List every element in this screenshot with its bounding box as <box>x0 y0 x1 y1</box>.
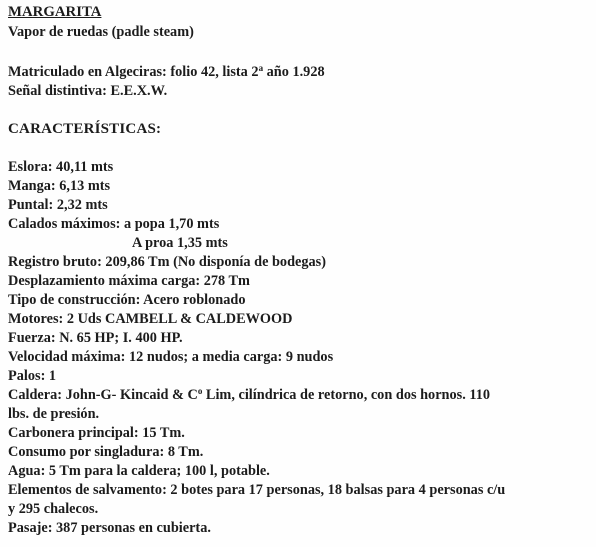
signal-line: Señal distintiva: E.E.X.W. <box>8 83 168 99</box>
caldera-rest: Lim, cilíndrica de retorno, con dos hornos. 110 <box>202 387 491 403</box>
section-heading: CARACTERÍSTICAS: <box>8 121 162 137</box>
spec-velocidad: Velocidad máxima: 12 nudos; a media carga: 9 nudos <box>8 349 334 365</box>
registration-year: año 1.928 <box>263 64 325 80</box>
spec-puntal: Puntal: 2,32 mts <box>8 197 108 213</box>
registration-superscript: a <box>258 63 264 73</box>
spec-calados-proa: A proa 1,35 mts <box>132 235 228 251</box>
spec-agua: Agua: 5 Tm para la caldera; 100 l, potable. <box>8 463 270 479</box>
spec-registro: Registro bruto: 209,86 Tm (No disponía de bodegas) <box>8 254 327 270</box>
spec-palos: Palos: 1 <box>8 368 57 384</box>
spec-carbonera: Carbonera principal: 15 Tm. <box>8 425 185 441</box>
spec-salvamento-cont: y 295 chalecos. <box>8 501 99 517</box>
spec-tipo: Tipo de construcción: Acero roblonado <box>8 292 246 308</box>
spec-pasaje: Pasaje: 387 personas en cubierta. <box>8 520 211 536</box>
spec-calados-popa: Calados máximos: a popa 1,70 mts <box>8 216 220 232</box>
spec-desplazamiento: Desplazamiento máxima carga: 278 Tm <box>8 273 250 289</box>
registration-line <box>8 63 325 81</box>
spec-salvamento: Elementos de salvamento: 2 botes para 17 personas, 18 balsas para 4 personas c/u <box>8 482 506 498</box>
spec-fuerza: Fuerza: N. 65 HP; I. 400 HP. <box>8 330 183 346</box>
document-subtitle: Vapor de ruedas (padle steam) <box>8 24 194 40</box>
registration-text: Matriculado en Algeciras: folio 42, lista 2 <box>8 64 259 80</box>
spec-manga: Manga: 6,13 mts <box>8 178 111 194</box>
spec-consumo: Consumo por singladura: 8 Tm. <box>8 444 204 460</box>
document-title: MARGARITA <box>8 4 102 20</box>
caldera-superscript: o <box>197 386 203 396</box>
caldera-text: Caldera: John-G- Kincaid & C <box>8 387 198 403</box>
spec-motores: Motores: 2 Uds CAMBELL & CALDEWOOD <box>8 311 293 327</box>
spec-caldera <box>8 386 490 404</box>
spec-caldera-cont: lbs. de presión. <box>8 406 100 422</box>
spec-eslora: Eslora: 40,11 mts <box>8 159 114 175</box>
